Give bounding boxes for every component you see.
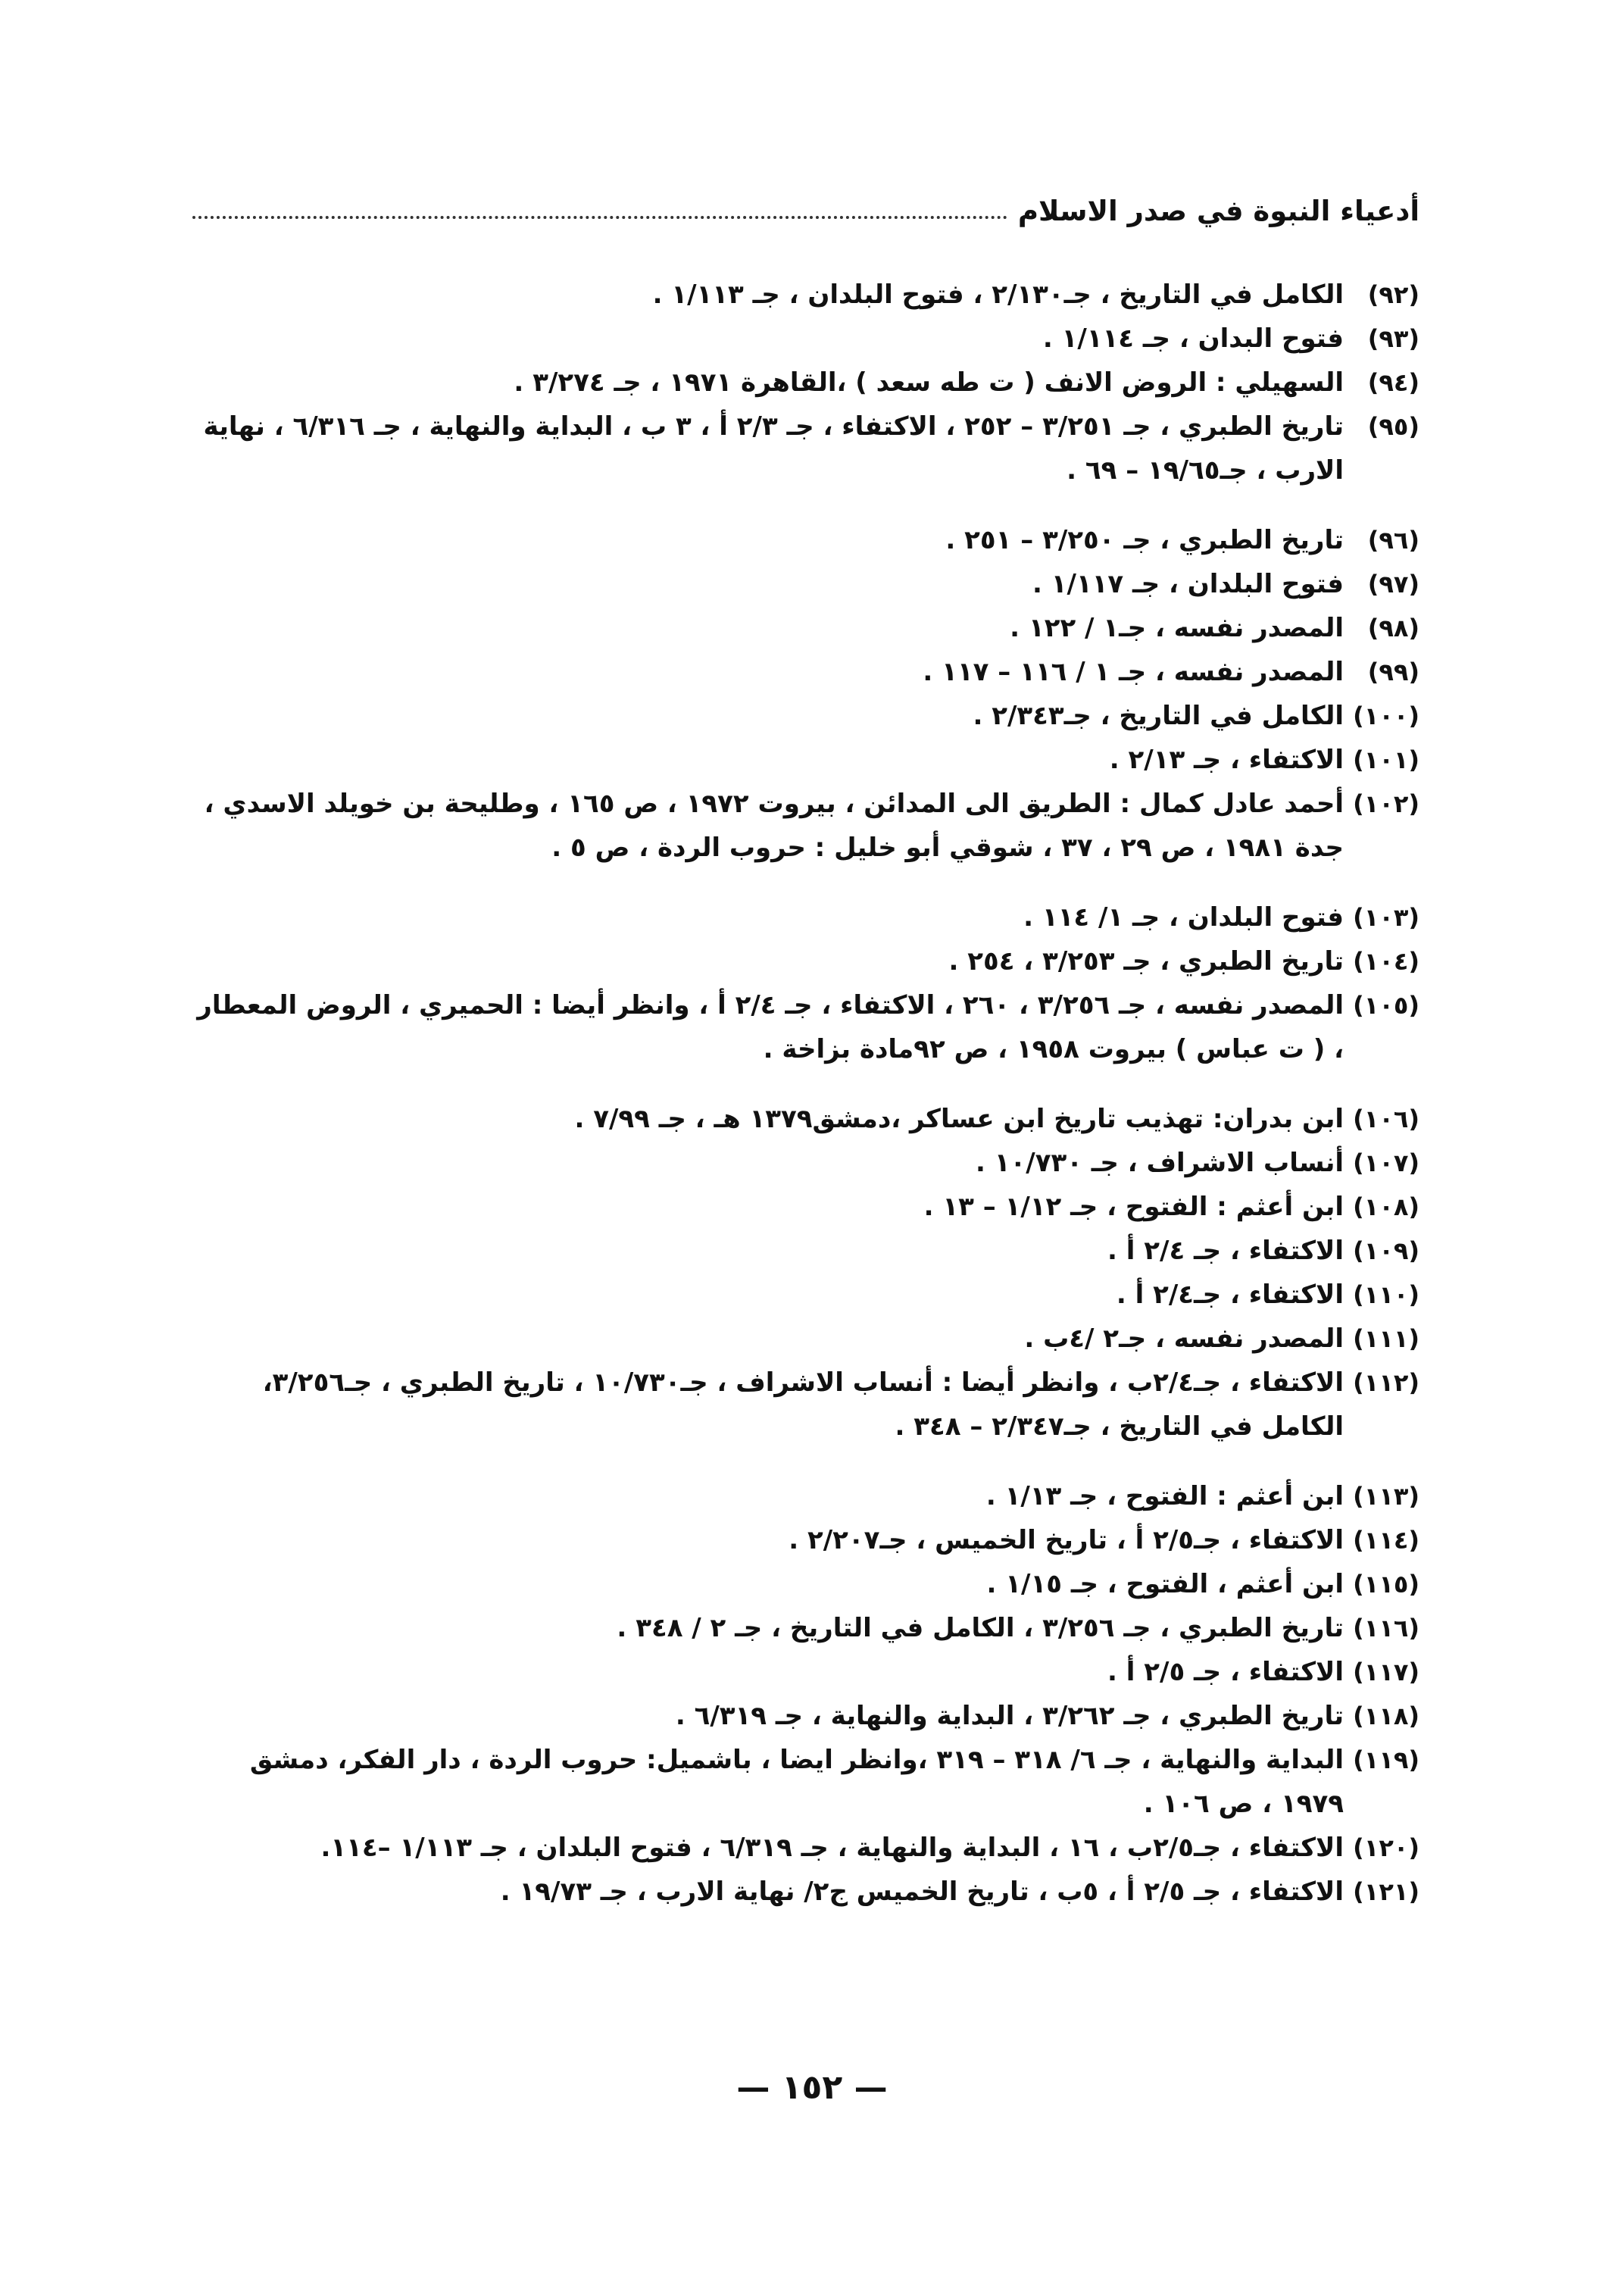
footnote-number: (٩٥) [1367,412,1419,441]
footnote-text: المصدر نفسه ، جـ٢ /٤ب . [1024,1324,1344,1354]
footnote-item [185,1185,1419,1229]
footnote-item [185,273,1419,317]
running-header [192,188,1419,233]
footnote-text: الاكتفاء ، جـ٢/٤ب ، وانظر أيضا : أنساب الاشراف ، جـ١٠/٧٣٠ ، تاريخ الطبري ، جـ٣/٢٥٦، الكامل في التاريخ ، جـ٢/٣٤٧ – ٣٤٨ . [262,1367,1344,1442]
footnote-number: (٩٤) [1367,368,1419,397]
footnote-text: الاكتفاء ، جـ ٢/٥ أ . [1107,1657,1344,1687]
footnote-item [185,606,1419,650]
footnote-text: فتوح البلدان ، جـ ١/ ١١٤ . [1023,902,1344,933]
footnote-text: فتوح البلدان ، جـ ١/١١٧ . [1032,569,1344,599]
footnote-text: تاريخ الطبري ، جـ ٣/٢٦٢ ، البداية والنهاية ، جـ ٦/٣١٩ . [675,1701,1344,1731]
footnote-text: الكامل في التاريخ ، جـ٢/٣٤٣ . [973,701,1344,731]
page-number: — ١٥٢ — [736,2068,888,2107]
paragraph-gap [185,870,1419,895]
footnote-item [185,1650,1419,1694]
dotted-leader [192,216,1007,219]
footnote-text: تاريخ الطبري ، جـ ٣/٢٥٦ ، الكامل في التاريخ ، جـ ٢ / ٣٤٨ . [617,1613,1344,1643]
footnote-text: أنساب الاشراف ، جـ ١٠/٧٣٠ . [976,1148,1344,1178]
footnote-item [185,1518,1419,1562]
footnote-number: (٩٧) [1367,570,1419,599]
footnote-item [185,361,1419,405]
footnote-text: الاكتفاء ، جـ٢/٥ أ ، تاريخ الخميس ، جـ٢/٢٠٧ . [789,1525,1344,1555]
footnote-item [185,738,1419,782]
paragraph-gap [185,1449,1419,1474]
footnote-text: ابن أعثم : الفتوح ، جـ ١/١٢ – ١٣ . [923,1192,1344,1222]
footnote-number: (٩٦) [1367,526,1419,555]
footnote-item [185,782,1419,870]
footnote-number: (١٠٦) [1353,1105,1419,1133]
footnote-number: (١٠٨) [1353,1192,1419,1221]
footnote-number: (١١٨) [1353,1702,1419,1730]
paragraph-gap [185,1071,1419,1097]
footnote-text: الاكتفاء ، جـ٢/٤ أ . [1116,1280,1344,1310]
footnote-number: (١١٤) [1353,1526,1419,1555]
footnote-number: (١٠٥) [1353,991,1419,1020]
footnote-number: (٩٩) [1367,658,1419,686]
footnote-text: الاكتفاء ، جـ ٢/٤ أ . [1107,1236,1344,1266]
footnote-number: (١١٥) [1353,1570,1419,1599]
footnote-item [185,895,1419,939]
footnote-item [185,518,1419,562]
footnote-text: تاريخ الطبري ، جـ ٣/٢٥٣ ، ٢٥٤ . [948,946,1344,977]
footnote-item [185,1870,1419,1914]
footnote-item [185,1562,1419,1606]
footnote-item [185,650,1419,694]
footnote-item [185,1738,1419,1826]
footnote-item [185,405,1419,492]
footnote-text: الاكتفاء ، جـ ٢/١٣ . [1109,745,1344,775]
footnote-text: فتوح البدان ، جـ ١/١١٤ . [1042,323,1344,354]
footnote-item [185,1474,1419,1518]
footnote-number: (١٢١) [1353,1877,1419,1906]
footnote-item [185,1826,1419,1870]
footnote-item [185,1141,1419,1185]
footnote-item [185,1229,1419,1273]
footnote-number: (٩٣) [1367,324,1419,353]
footnote-number: (١١٧) [1353,1658,1419,1686]
footnote-number: (٩٨) [1367,614,1419,642]
footnote-number: (١٠٤) [1353,947,1419,976]
footnote-number: (١٠٠) [1353,702,1419,730]
footnote-item [185,983,1419,1071]
footnote-number: (١١٩) [1353,1746,1419,1774]
footnote-number: (١٠٣) [1353,903,1419,932]
footnote-text: ابن أعثم : الفتوح ، جـ ١/١٣ . [985,1481,1344,1511]
footnote-text: المصدر نفسه ، جـ ٣/٢٥٦ ، ٢٦٠ ، الاكتفاء ، جـ ٢/٤ أ ، وانظر أيضا : الحميري ، الروض المعطار ، ( ت عباس ) بيروت ١٩٥٨ ، ص ٩٢مادة بزاخة . [197,990,1344,1064]
footnote-number: (١١٦) [1353,1614,1419,1642]
footnote-item [185,694,1419,738]
footnote-number: (١١٣) [1353,1482,1419,1511]
footnote-number: (١٠٩) [1353,1236,1419,1265]
footnote-number: (١٠٧) [1353,1149,1419,1177]
footnote-text: المصدر نفسه ، جـ ١ / ١١٦ – ١١٧ . [923,657,1344,687]
footnote-text: تاريخ الطبري ، جـ ٣/٢٥١ – ٢٥٢ ، الاكتفاء ، جـ ٢/٣ أ ، ٣ ب ، البداية والنهاية ، جـ ٦/٣١٦ ، نهاية الارب ، جـ١٩/٦٥ – ٦٩ . [203,411,1344,486]
footnote-number: (١٠١) [1353,745,1419,774]
footnote-text: المصدر نفسه ، جـ١ / ١٢٢ . [1010,613,1344,643]
footnotes-list [185,273,1419,1914]
footnote-item [185,1606,1419,1650]
footnote-item [185,1097,1419,1141]
footnote-text: البداية والنهاية ، جـ ٦/ ٣١٨ – ٣١٩ ،وانظر ايضا ، باشميل: حروب الردة ، دار الفكر، دمشق ١٩٧٩ ، ص ١٠٦ . [249,1745,1344,1819]
footnote-number: (١١٠) [1353,1280,1419,1309]
footnote-number: (١٢٠) [1353,1833,1419,1862]
footnote-item [185,562,1419,606]
footnote-text: ابن أعثم ، الفتوح ، جـ ١/١٥ . [986,1569,1344,1599]
footnote-number: (١٠٢) [1353,789,1419,818]
footnote-number: (٩٢) [1367,280,1419,309]
footnote-text: الكامل في التاريخ ، جـ٢/١٣٠ ، فتوح البلدان ، جـ ١/١١٣ . [652,280,1344,310]
paragraph-gap [185,492,1419,518]
footnote-text: الاكتفاء ، جـ ٢/٥ أ ، ٥ب ، تاريخ الخميس ج٢/ نهاية الارب ، جـ ١٩/٧٣ . [500,1877,1344,1907]
running-header-title: أدعياء النبوة في صدر الاسلام [1017,194,1419,227]
footnote-number: (١١٢) [1353,1368,1419,1397]
footnote-item [185,1317,1419,1361]
footnote-item [185,317,1419,361]
footnote-text: الاكتفاء ، جـ٢/٥ب ، ١٦ ، البداية والنهاية ، جـ ٦/٣١٩ ، فتوح البلدان ، جـ ١/١١٣ –١١٤. [320,1833,1344,1863]
footnote-text: السهيلي : الروض الانف ( ت طه سعد ) ،القاهرة ١٩٧١ ، جـ ٣/٢٧٤ . [514,367,1344,398]
footnote-item [185,939,1419,983]
footnote-number: (١١١) [1353,1324,1419,1353]
footnote-item [185,1361,1419,1449]
footnote-text: تاريخ الطبري ، جـ ٣/٢٥٠ – ٢٥١ . [945,525,1344,555]
footnote-text: أحمد عادل كمال : الطريق الى المدائن ، بيروت ١٩٧٢ ، ص ١٦٥ ، وطليحة بن خويلد الاسدي ، جدة ١٩٨١ ، ص ٢٩ ، ٣٧ ، شوقي أبو خليل : حروب الردة ، ص ٥ . [204,789,1344,863]
footnote-item [185,1273,1419,1317]
footnote-item [185,1694,1419,1738]
footnote-text: ابن بدران: تهذيب تاريخ ابن عساكر ،دمشق١٣٧٩ هـ ، جـ ٧/٩٩ . [574,1104,1344,1134]
